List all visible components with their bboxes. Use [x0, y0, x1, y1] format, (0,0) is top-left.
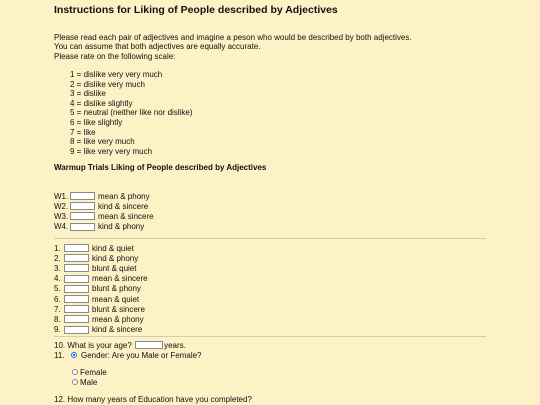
age-suffix: years. — [164, 341, 186, 350]
gender-option-male[interactable] — [72, 378, 107, 388]
trial-row — [54, 243, 148, 253]
divider — [54, 336, 486, 337]
trial-row — [54, 325, 148, 335]
trial-row — [54, 294, 148, 304]
row-number: 7. — [54, 304, 61, 314]
adjective-pair: mean & sincere — [98, 211, 154, 221]
warmup-row — [54, 211, 154, 221]
rating-input[interactable] — [70, 192, 95, 200]
scale-item: 6 = like slightly — [70, 117, 123, 127]
adjective-pair: mean & phony — [92, 314, 144, 324]
row-number: W4. — [54, 222, 69, 232]
trial-row — [54, 284, 148, 294]
adjective-pair: mean & sincere — [92, 274, 148, 284]
trial-row — [54, 274, 148, 284]
radio-icon[interactable] — [72, 369, 78, 375]
warmup-title: Warmup Trials Liking of People described by Adjectives — [54, 163, 267, 172]
radio-icon[interactable] — [72, 379, 78, 385]
rating-input[interactable] — [64, 295, 89, 303]
trial-row — [54, 263, 148, 273]
row-number: 9. — [54, 325, 61, 335]
scale-item: 1 = dislike very very much — [70, 70, 163, 79]
adjective-pair: blunt & phony — [92, 284, 141, 294]
option-label: Female — [80, 368, 107, 377]
row-number: 2. — [54, 253, 61, 263]
instruction-line: Please rate on the following scale: — [54, 51, 176, 61]
row-number: W1. — [54, 191, 69, 201]
row-number: W2. — [54, 201, 69, 211]
scale-item: 4 = dislike slightly — [70, 98, 133, 108]
trial-list — [54, 243, 148, 335]
adjective-pair: kind & sincere — [92, 325, 143, 335]
row-number: 5. — [54, 284, 61, 294]
rating-input[interactable] — [70, 202, 95, 210]
row-number: W3. — [54, 211, 69, 221]
scale-item: 3 = dislike — [70, 89, 106, 99]
gender-radio-icon[interactable] — [71, 352, 77, 358]
row-number: 3. — [54, 263, 61, 273]
row-number: 4. — [54, 274, 61, 284]
age-label: 10. What is your age? — [54, 341, 132, 350]
adjective-pair: blunt & quiet — [92, 263, 137, 273]
warmup-row — [54, 191, 154, 201]
gender-label: Gender: Are you Male or Female? — [81, 351, 202, 360]
row-number: 8. — [54, 314, 61, 324]
adjective-pair: kind & phony — [98, 222, 145, 232]
rating-input[interactable] — [70, 212, 95, 220]
adjective-pair: mean & quiet — [92, 294, 140, 304]
row-number: 1. — [54, 243, 61, 253]
rating-input[interactable] — [70, 223, 95, 231]
trial-row — [54, 304, 148, 314]
option-label: Male — [80, 378, 98, 387]
scale-item: 9 = like very very much — [70, 146, 153, 156]
instructions — [54, 33, 412, 61]
instruction-line: Please read each pair of adjectives and imagine a peson who would be described by both adjectives. — [54, 33, 412, 42]
scale-item: 2 = dislike very much — [70, 79, 145, 89]
scale-item: 8 = like very much — [70, 137, 135, 147]
adjective-pair: blunt & sincere — [92, 304, 145, 314]
divider — [54, 238, 486, 239]
gender-option-female[interactable] — [72, 368, 107, 378]
adjective-pair: kind & phony — [92, 253, 139, 263]
adjective-pair: kind & sincere — [98, 201, 149, 211]
scale-item: 7 = like — [70, 127, 96, 137]
rating-input[interactable] — [64, 305, 89, 313]
scale-item: 5 = neutral (neither like nor dislike) — [70, 108, 193, 118]
warmup-list — [54, 191, 154, 232]
rating-input[interactable] — [64, 285, 89, 293]
education-question: 12. How many years of Education have you completed? — [54, 395, 252, 404]
rating-input[interactable] — [64, 326, 89, 334]
age-input[interactable] — [135, 341, 163, 349]
adjective-pair: mean & phony — [98, 191, 150, 201]
gender-options — [72, 368, 107, 388]
question-number: 11. — [54, 351, 65, 360]
rating-input[interactable] — [64, 315, 89, 323]
rating-input[interactable] — [64, 264, 89, 272]
warmup-row — [54, 201, 154, 211]
rating-input[interactable] — [64, 275, 89, 283]
gender-question — [54, 351, 202, 360]
rating-input[interactable] — [64, 254, 89, 262]
row-number: 6. — [54, 294, 61, 304]
trial-row — [54, 314, 148, 324]
adjective-pair: kind & quiet — [92, 243, 134, 253]
age-question — [54, 341, 186, 350]
trial-row — [54, 253, 148, 263]
rating-scale — [70, 70, 193, 156]
page-title: Instructions for Liking of People described by Adjectives — [54, 4, 338, 16]
warmup-row — [54, 222, 154, 232]
instruction-line: You can assume that both adjectives are equally accurate. — [54, 42, 261, 52]
rating-input[interactable] — [64, 244, 89, 252]
